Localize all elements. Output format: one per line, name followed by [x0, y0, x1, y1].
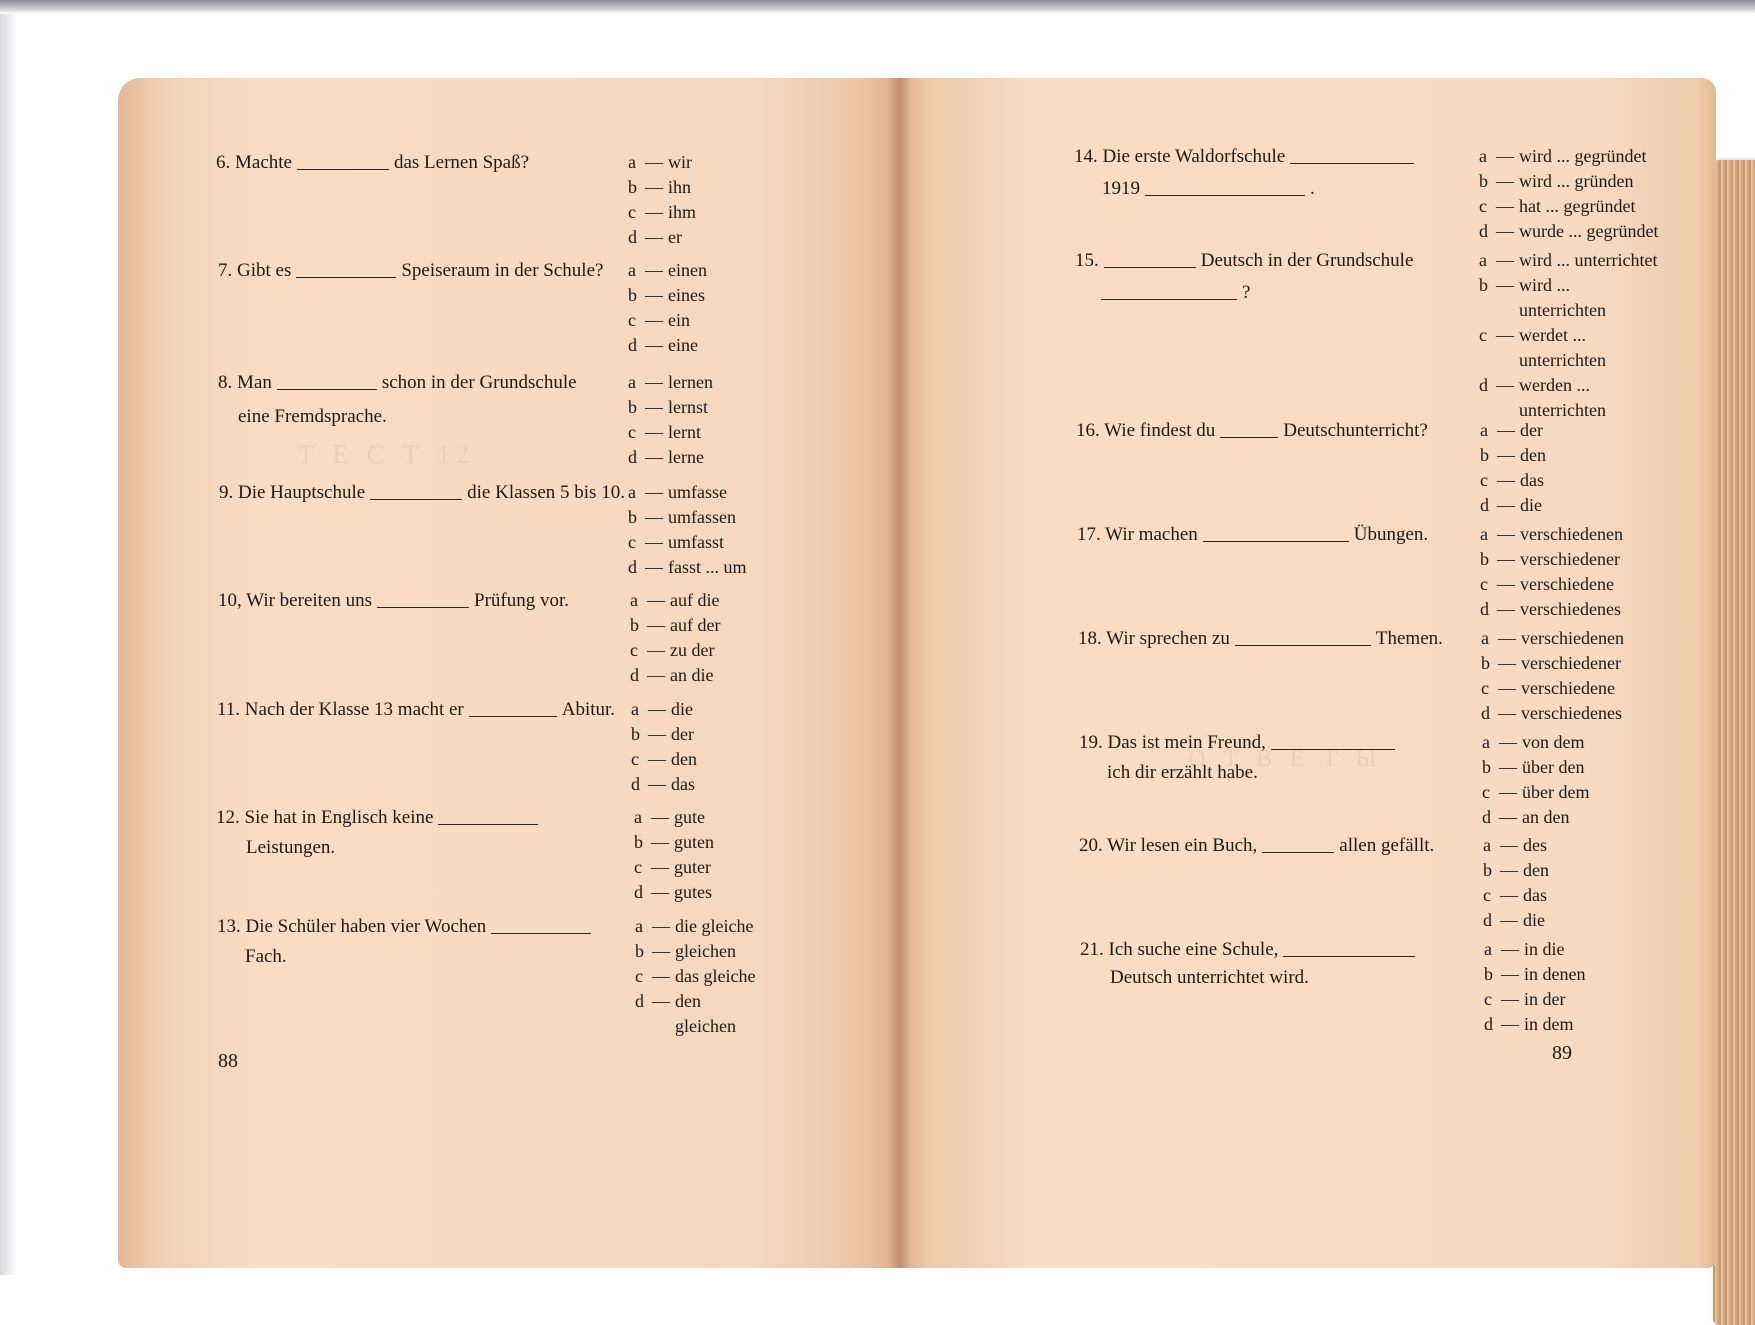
option-d[interactable]: d — er: [628, 227, 682, 247]
answer-blank[interactable]: [438, 806, 538, 825]
answer-options: [1482, 730, 1589, 830]
option-d[interactable]: d — an die: [630, 665, 714, 685]
option-a[interactable]: a — lernen: [628, 372, 713, 392]
page-number-left: 88: [218, 1050, 238, 1072]
book-spine-gutter: [888, 78, 912, 1268]
answer-blank[interactable]: [377, 589, 469, 608]
answer-blank[interactable]: [1283, 938, 1415, 957]
option-b[interactable]: b — ihn: [628, 177, 692, 197]
question-text: 7. Gibt es: [218, 260, 292, 281]
option-a[interactable]: a — wir: [628, 152, 692, 172]
answer-blank[interactable]: [491, 915, 591, 934]
option-c[interactable]: c — das gleiche: [635, 966, 756, 986]
question-text: 17. Wir machen: [1077, 524, 1198, 545]
question-text: allen gefällt.: [1339, 835, 1435, 856]
option-a[interactable]: a — in die: [1484, 939, 1565, 959]
option-b-continued: unterrichten: [1519, 300, 1606, 320]
question-text: 19. Das ist mein Freund,: [1079, 732, 1266, 753]
answer-blank[interactable]: [1101, 281, 1237, 300]
answer-options: [1479, 144, 1658, 244]
option-d[interactable]: d — die: [1483, 910, 1545, 930]
option-d[interactable]: d — lerne: [628, 447, 704, 467]
answer-blank[interactable]: [370, 481, 462, 500]
question-text: 11. Nach der Klasse 13 macht er: [217, 699, 464, 720]
answer-options: [628, 258, 707, 358]
question-text: 18. Wir sprechen zu: [1078, 628, 1230, 649]
question-text: 13. Die Schüler haben vier Wochen: [217, 916, 487, 937]
right-page: [898, 78, 1716, 1268]
option-a[interactable]: a — umfasse: [628, 482, 727, 502]
question-text: Speiseraum in der Schule?: [401, 260, 604, 281]
option-c[interactable]: c — zu der: [630, 640, 715, 660]
option-a[interactable]: a — verschiedenen: [1480, 524, 1623, 544]
option-d[interactable]: d — die: [1480, 495, 1542, 515]
option-a[interactable]: a — von dem: [1482, 732, 1585, 752]
question-text-line2: Deutsch unterrichtet wird.: [1110, 967, 1309, 988]
option-c[interactable]: c — das: [1483, 885, 1547, 905]
question-text-line2: Leistungen.: [246, 837, 336, 858]
option-b[interactable]: b — den: [1480, 445, 1546, 465]
question-text: 12. Sie hat in Englisch keine: [216, 807, 434, 828]
option-c-continued: unterrichten: [1519, 350, 1606, 370]
answer-options: [634, 805, 714, 905]
option-a[interactable]: a — des: [1483, 835, 1547, 855]
answer-blank[interactable]: [277, 371, 377, 390]
question-text: 15.: [1075, 250, 1099, 271]
option-a[interactable]: a — wird ... unterrichtet: [1479, 250, 1658, 270]
option-c[interactable]: c — verschiedene: [1481, 678, 1615, 698]
question-text: Abitur.: [561, 699, 616, 720]
answer-blank[interactable]: [1290, 145, 1414, 164]
option-b[interactable]: b — wird ...: [1479, 275, 1570, 295]
page-number-right: 89: [1552, 1042, 1572, 1064]
option-d[interactable]: d — verschiedenes: [1481, 703, 1622, 723]
option-c[interactable]: c — ein: [628, 310, 690, 330]
show-through: Т Е С Т 12: [298, 440, 475, 469]
option-b[interactable]: b — den: [1483, 860, 1549, 880]
option-c[interactable]: c — das: [1480, 470, 1544, 490]
answer-blank[interactable]: [1203, 523, 1349, 542]
question-text: 9. Die Hauptschule: [219, 482, 366, 503]
question-text: 21. Ich suche eine Schule,: [1080, 939, 1279, 960]
answer-blank[interactable]: [1262, 834, 1334, 853]
question-text: schon in der Grundschule: [381, 372, 577, 393]
option-c[interactable]: c — den: [631, 749, 697, 769]
answer-blank[interactable]: [1220, 419, 1278, 438]
option-d[interactable]: d — in dem: [1484, 1014, 1574, 1034]
question-text-line2: ?: [1242, 282, 1251, 303]
question-text: Übungen.: [1353, 524, 1429, 545]
answer-options: [1479, 248, 1657, 423]
question-text: Themen.: [1375, 628, 1443, 649]
option-b[interactable]: b — über den: [1482, 757, 1585, 777]
option-c[interactable]: c — in der: [1484, 989, 1566, 1009]
question-text-line2: 1919: [1102, 178, 1140, 199]
option-d[interactable]: d — gutes: [634, 882, 712, 902]
question-text: Deutsch in der Grundschule: [1200, 250, 1414, 271]
option-d[interactable]: d — an den: [1482, 807, 1570, 827]
option-d[interactable]: d — fasst ... um: [628, 557, 747, 577]
option-b[interactable]: b — in denen: [1484, 964, 1586, 984]
option-d[interactable]: d — werden ...: [1479, 375, 1590, 395]
option-d[interactable]: d — verschiedenes: [1480, 599, 1621, 619]
option-d[interactable]: d — das: [631, 774, 695, 794]
question-text-line2: .: [1310, 178, 1315, 199]
answer-options: [1480, 418, 1546, 518]
answer-options: [635, 914, 755, 1039]
option-d[interactable]: d — eine: [628, 335, 698, 355]
answer-options: [1483, 833, 1549, 933]
question-text: Prüfung vor.: [474, 590, 570, 611]
answer-blank[interactable]: [1104, 249, 1196, 268]
answer-blank[interactable]: [1235, 627, 1371, 646]
question-text-line2: eine Fremdsprache.: [238, 406, 387, 427]
answer-options: [628, 480, 747, 580]
option-a[interactable]: a — gute: [634, 807, 705, 827]
answer-options: [1480, 522, 1623, 622]
option-c[interactable]: c — lernt: [628, 422, 701, 442]
answer-options: [628, 150, 696, 250]
option-b[interactable]: b — umfassen: [628, 507, 736, 527]
answer-options: [1484, 937, 1585, 1037]
option-d-continued: gleichen: [675, 1016, 736, 1036]
option-a[interactable]: a — auf die: [630, 590, 720, 610]
option-c[interactable]: c — über dem: [1482, 782, 1590, 802]
question-text: 16. Wie findest du: [1076, 420, 1216, 441]
option-d[interactable]: d — den: [635, 991, 701, 1011]
option-b[interactable]: b — guten: [634, 832, 714, 852]
answer-blank[interactable]: [1271, 731, 1395, 750]
scan-top-edge: [0, 0, 1755, 14]
option-b[interactable]: b — verschiedener: [1481, 653, 1621, 673]
option-b[interactable]: b — gleichen: [635, 941, 736, 961]
option-b[interactable]: b — lernst: [628, 397, 708, 417]
option-c[interactable]: c — werdet ...: [1479, 325, 1586, 345]
option-c[interactable]: c — hat ... gegründet: [1479, 196, 1636, 216]
option-c[interactable]: c — verschiedene: [1480, 574, 1614, 594]
answer-options: [628, 370, 713, 470]
option-c[interactable]: c — guter: [634, 857, 711, 877]
question-text: 10, Wir bereiten uns: [218, 590, 373, 611]
answer-options: [1481, 626, 1624, 726]
question-text: 20. Wir lesen ein Buch,: [1079, 835, 1258, 856]
answer-blank[interactable]: [1145, 177, 1305, 196]
option-d-continued: unterrichten: [1519, 400, 1606, 420]
option-a[interactable]: a — wird ... gegründet: [1479, 146, 1647, 166]
option-b[interactable]: b — wird ... gründen: [1479, 171, 1634, 191]
option-b[interactable]: b — der: [631, 724, 694, 744]
option-a[interactable]: a — verschiedenen: [1481, 628, 1624, 648]
question-text-line2: ich dir erzählt habe.: [1107, 762, 1258, 783]
question-text: 14. Die erste Waldorfschule: [1074, 146, 1286, 167]
option-a[interactable]: a — einen: [628, 260, 707, 280]
option-b[interactable]: b — auf der: [630, 615, 721, 635]
answer-blank[interactable]: [469, 698, 557, 717]
option-a[interactable]: a — die: [631, 699, 693, 719]
scan-left-edge: [0, 14, 18, 1275]
question-text: die Klassen 5 bis 10.: [467, 482, 625, 503]
option-b[interactable]: b — verschiedener: [1480, 549, 1620, 569]
answer-options: [630, 588, 720, 688]
show-through: О Т В Е Т Ы: [1188, 746, 1383, 772]
question-text-line2: Fach.: [245, 946, 287, 967]
option-b[interactable]: b — eines: [628, 285, 705, 305]
open-book: [118, 78, 1659, 1268]
answer-blank[interactable]: [297, 151, 389, 170]
option-d[interactable]: d — wurde ... gegründet: [1479, 221, 1659, 241]
question-text: 6. Machte: [216, 152, 292, 173]
question-text: 8. Man: [218, 372, 272, 393]
option-a[interactable]: a — der: [1480, 420, 1543, 440]
page-edges: [1713, 160, 1755, 1325]
question-text: Deutschunterricht?: [1283, 420, 1428, 441]
answer-options: [631, 697, 697, 797]
left-page: [118, 78, 898, 1268]
answer-blank[interactable]: [296, 259, 396, 278]
option-c[interactable]: c — umfasst: [628, 532, 724, 552]
question-text: das Lernen Spaß?: [393, 152, 530, 173]
option-c[interactable]: c — ihm: [628, 202, 697, 222]
option-a[interactable]: a — die gleiche: [635, 916, 754, 936]
